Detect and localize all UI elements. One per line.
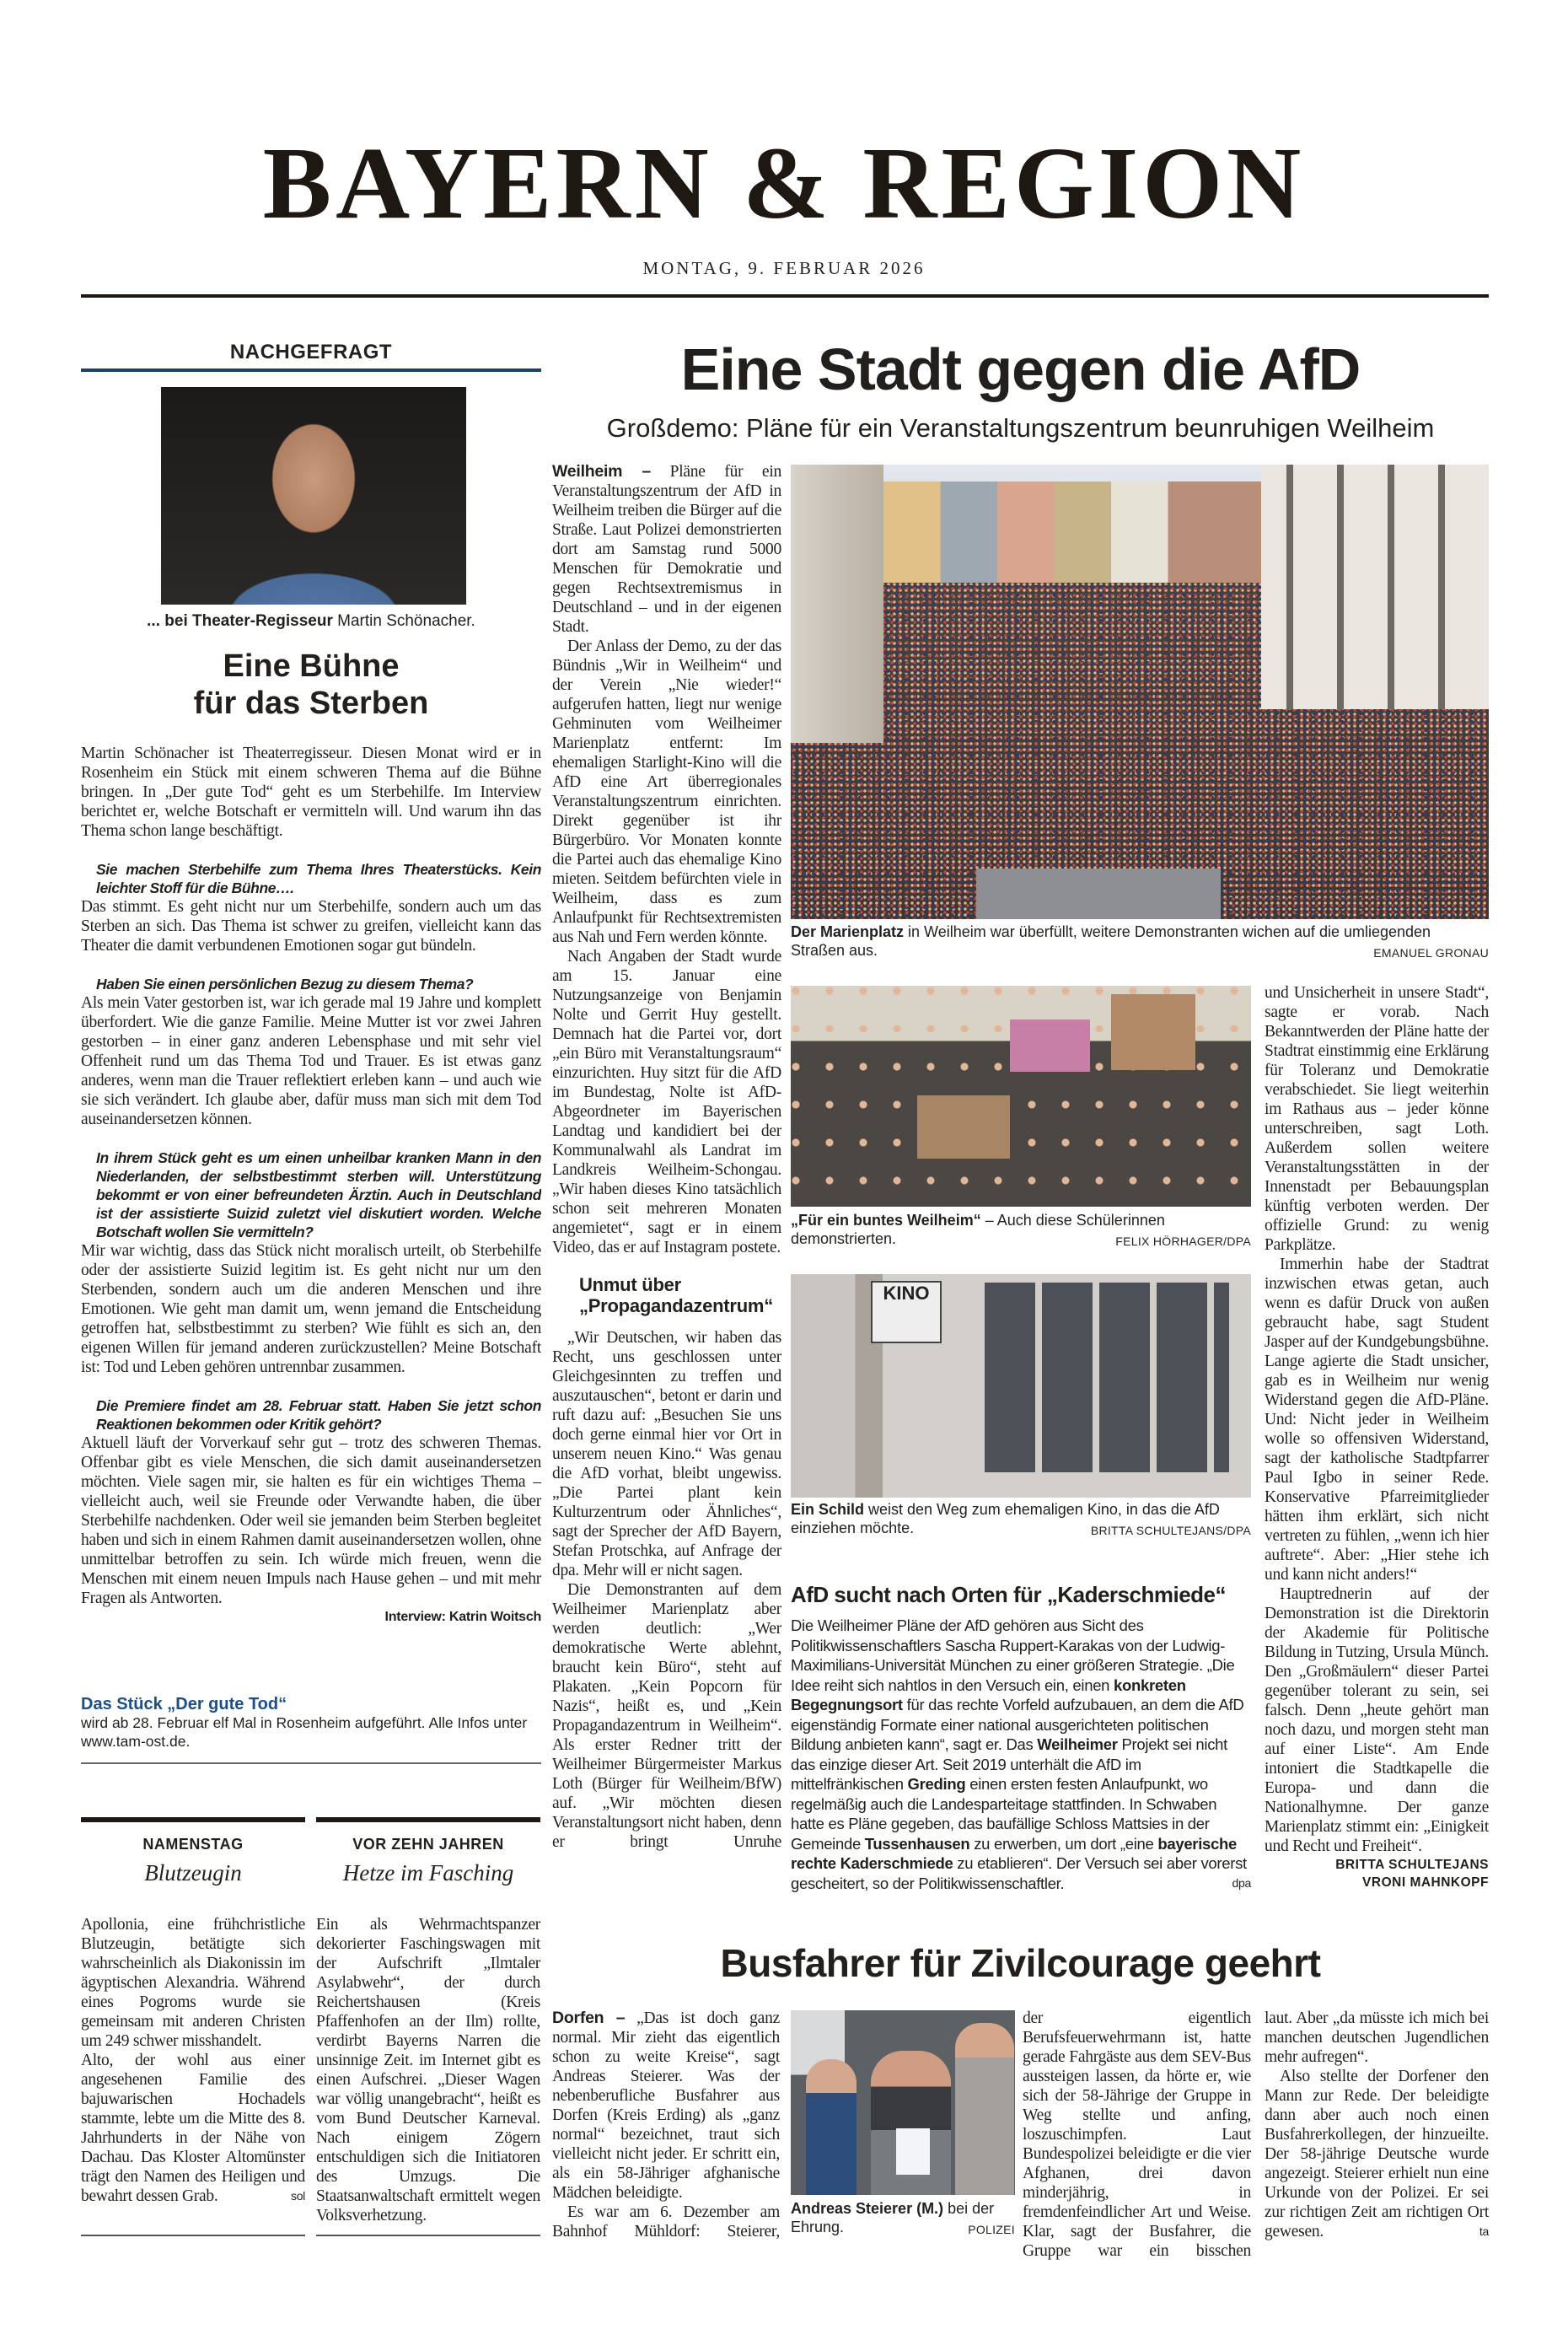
- factbox-text: [791, 1616, 1251, 1893]
- photo-credit: FELIX HÖRHAGER/DPA: [1115, 1235, 1251, 1248]
- caption-text: Martin Schönacher.: [332, 612, 475, 630]
- article-paragraph: [552, 462, 781, 637]
- text-segment-bold: Tussenhausen: [864, 1834, 970, 1853]
- article-paragraph: Der Anlass der Demo, zu der das Bündnis „Wir in Weilheim“ und der Verein „Nie wieder!“ aufgerufen hatten, liegt nur wenige Gehminuten vom Weilheimer Marienplatz entfernt: Im ehemaligen Starlight-Kino will die AfD eine Art überregionales Veranstaltungszentrum einrichten. Direkt gegenüber ist ihr Bürgerbüro. Vor Monaten konnte die Partei auch das ehemalige Kino mieten. Seitdem befürchten viele in Weilheim, dass es zum Anlaufpunkt für Rechtsextremisten aus Nah und Fern werden könnte.: [552, 637, 781, 946]
- article-paragraph: [1265, 2067, 1489, 2241]
- text-segment-bold: konkreten Begegnungsort: [791, 1676, 1186, 1713]
- text-segment-bold: Greding: [907, 1775, 966, 1793]
- interview-body: [81, 744, 541, 1688]
- box-paragraph-text: Alto, der wohl aus einer angesehenen Familie des bajuwarischen Hochadels stammte, lebte um die Mitte des 8. Jahrhunderts in der Nähe von Dachau. Das Kloster Altomünster trägt den Namen des Heiligen und bewahrt dessen Grab.: [81, 2052, 305, 2205]
- caption-text: bei der Ehrung.: [791, 2200, 995, 2235]
- caption-bold: Ein Schild: [791, 1501, 865, 1518]
- bus-column-2: [1023, 2009, 1251, 2261]
- page-title: BAYERN & REGION: [262, 126, 1306, 240]
- protest-sign: [917, 1095, 1010, 1159]
- section-kicker: NACHGEFRAGT: [229, 341, 393, 363]
- box-divider: [81, 2235, 305, 2236]
- paragraph-text: Pläne für ein Veranstaltungszentrum der AfD in Weilheim treiben die Bürger auf die Straße. Laut Polizei demonstrierten dort am Samstag rund 5000 Menschen für Demokratie und gegen Rechtsextremismus in Deutschland – und in der eigenen Stadt.: [552, 463, 781, 636]
- vor-zehn-jahren-box: [316, 1817, 540, 2225]
- box-title: Hetze im Fasching: [342, 1860, 514, 1885]
- factbox-title: AfD sucht nach Orten für „Kaderschmiede“: [791, 1582, 1226, 1607]
- demo-crowd-photo: [791, 465, 1489, 919]
- box-text: [81, 1915, 305, 2206]
- text-segment-bold: Weilheimer: [1037, 1735, 1118, 1753]
- main-headline: Eine Stadt gegen die AfD: [680, 336, 1361, 402]
- article-column-2: [1265, 983, 1489, 1911]
- info-title: Das Stück „Der gute Tod“: [81, 1695, 287, 1713]
- caption-bold: Der Marienplatz: [791, 923, 905, 940]
- text-segment: einen ersten festen Anlaufpunkt, wo regelmäßig auch die Landesparteitage stattfinden. In Schwaben hatte es Pläne gegeben, das baufällige Schloss Mattsies in der Gemeinde: [791, 1775, 1217, 1853]
- caption-bold: ... bei Theater-Regisseur: [147, 612, 333, 630]
- issue-date: MONTAG, 9. FEBRUAR 2026: [642, 258, 926, 278]
- photo-caption: [791, 1211, 1251, 1251]
- award-photo: [791, 2010, 1015, 2195]
- box-bar: [81, 1817, 305, 1822]
- kino-sign: KINO: [871, 1281, 942, 1343]
- main-subheadline: Großdemo: Pläne für ein Veranstaltungszentrum beunruhigen Weilheim: [606, 413, 1435, 443]
- box-author: sol: [291, 2189, 305, 2203]
- photo-caption: [791, 2199, 1015, 2239]
- photo-building-left: [791, 465, 883, 743]
- paragraph-text: „Das ist doch ganz normal. Mir zieht das eigentlich schon zu weite Kreise“, sagt Andreas Steierer. Was der nebenberufliche Busfahrer aus Dorfen (Kreis Erding) als „ganz normal“ bezeichnet, traut sich vielleicht nicht jeder. Er schritt ein, als ein 58-Jähriger afghanische Mädchen beleidigte.: [552, 2009, 780, 2202]
- info-text: wird ab 28. Februar elf Mal in Rosenheim aufgeführt. Alle Infos unter www.tam-ost.de.: [81, 1714, 528, 1750]
- photo-credit: POLIZEI: [968, 2223, 1015, 2236]
- bus-headline: Busfahrer für Zivilcourage geehrt: [720, 1941, 1321, 1985]
- headline-line: für das Sterben: [193, 686, 429, 721]
- bus-column-1: [552, 2009, 780, 2241]
- caption-bold: Andreas Steierer (M.): [791, 2200, 944, 2217]
- interview-answer: Als mein Vater gestorben ist, war ich gerade mal 19 Jahre und komplett überfordert. Wie die ganze Familie. Meine Mutter ist vor zwei Jahren gestorben – in einer ganz anderen Lebensphase und mit sehr viel Offenheit rund um das Thema Tod und Trauer. Es ist etwas ganz anderes, wenn man die Trauer reflektiert erleben kann – und auch wie sie sich verändert. Ich glaube aber, dafür muss man sich mit dem Tod auseinandersetzen können.: [81, 994, 541, 1128]
- bus-column-3: [1265, 2009, 1489, 2241]
- interview-question: Die Premiere findet am 28. Februar statt. Haben Sie jetzt schon Reaktionen bekommen oder Kritik gehört?: [96, 1397, 541, 1433]
- interview-question: Sie machen Sterbehilfe zum Thema Ihres Theaterstücks. Kein leichter Stoff für die Bühne….: [96, 861, 541, 896]
- dateline: Weilheim –: [552, 462, 652, 481]
- article-column-1: [552, 462, 781, 1912]
- article-paragraph: Es war am 6. Dezember am Bahnhof Mühldorf: Steierer,: [552, 2203, 780, 2240]
- text-segment: für das rechte Vorfeld aufzubauen, an dem die AfD eigenständig Formate einer national ausgerichteten politischen Bildung anbieten kann“, sagt er. Das: [791, 1696, 1244, 1753]
- info-box: [81, 1695, 541, 1751]
- protest-sign: [1010, 1019, 1090, 1072]
- interview-headline: [81, 648, 541, 722]
- interview-answer: Das stimmt. Es geht nicht nur um Sterbehilfe, sondern auch um das Sterben an sich. Das Thema ist schwer zu greifen, vielleicht kann das Theater die damit verbundenen Emotionen sogar gut bündeln.: [81, 898, 541, 955]
- text-segment-bold: bayerische rechte Kaderschmiede: [791, 1834, 1238, 1872]
- caption-text: in Weilheim war überfüllt, weitere Demonstranten wichen auf die umliegenden Straßen aus.: [791, 923, 1431, 959]
- article-paragraph: laut. Aber „da müsste ich mich bei manchen deutschen Jugendlichen mehr aufregen“.: [1265, 2009, 1489, 2066]
- box-label: NAMENSTAG: [142, 1836, 244, 1853]
- kicker-divider: [81, 368, 541, 372]
- portrait-caption: [81, 612, 541, 631]
- interview-answer: Mir war wichtig, dass das Stück nicht moralisch urteilt, ob Sterbehilfe oder der assistierte Suizid legitim ist. Es geht nicht nur um den Sterbenden, sondern auch um die anderen Menschen und ihre Emotionen. Wie geht man damit um, wenn jemand die Entscheidung getroffen hat, selbstbestimmt zu sterben? Wie fühlt es sich an, den eigenen Willen für jemand anderen zurückzustellen? Meine Botschaft ist: Tod und Leben gehören untrennbar zusammen.: [81, 1242, 541, 1376]
- text-segment: Projekt sei nicht das einzige dieser Art. Seit 2019 unterhält die AfD im mittelfränkischen: [791, 1735, 1227, 1793]
- photo-building-right: [1261, 465, 1489, 709]
- article-paragraph: der eigentlich Berufsfeuerwehrmann ist, hatte gerade Fahrgäste aus dem SEV-Bus aussteigen lassen, da hörte er, wie sich der 58-Jährige der Gruppe in Weg stellte und anfing, loszuschimpfen. Laut Bundespolizei beleidigte er die vier Afghanen, drei davon minderjährig, in fremdenfeindlicher Art und Weise. Klar, sagt der Busfahrer, die Gruppe war ein bisschen: [1023, 2009, 1251, 2260]
- box-paragraph: Apollonia, eine frühchristliche Blutzeugin, betätigte sich wahrscheinlich als Diakonissin im ägyptischen Alexandria. Während eines Pogroms wurde sie gemeinsam mit anderen Christen um 249 schwer misshandelt.: [81, 1916, 305, 2050]
- caption-text: – Auch diese Schülerinnen demonstrierten.: [791, 1212, 1165, 1247]
- author-byline: BRITTA SCHULTEJANS: [1335, 1858, 1489, 1872]
- article-paragraph: Die Demonstranten auf dem Weilheimer Marienplatz aber werden deutlich: „Wer demokratische Werte ablehnt, braucht kein Büro“, steht auf Plakaten. „Kein Popcorn für Nazis“, heißt es, und „Kein Propagandazentrum in Weilheim“. Als erster Redner tritt der Weilheimer Bürgermeister Markus Loth (Bürger für Weilheim/BfW) auf. „Wir möchten diesen Veranstaltungsort nicht haben, denn er bringt Unruhe: [552, 1581, 781, 1851]
- caption-bold: „Für ein buntes Weilheim“: [791, 1212, 981, 1229]
- box-paragraph: [81, 2051, 305, 2206]
- person-right: [955, 2023, 1014, 2195]
- interview-answer: Aktuell läuft der Vorverkauf sehr gut – trotz des schweren Themas. Offenbar gibt es viele Menschen, die sich damit auseinandersetzen möchten. Viele sagen mir, sie halten es für ein wichtiges Thema – vielleicht auch, weil sie Freunde oder Verwandte haben, die über Sterbehilfe nachdenken. Oder weil sie jemanden beim Sterben begleitet haben und sich in einem Rahmen damit auseinandersetzen wollen, ohne unmittelbar betroffen zu sein. Ich würde mich freuen, wenn die Menschen mit einem neuen Impuls nach Hause gehen – und mit mehr Fragen als Antworten.: [81, 1434, 541, 1607]
- kino-windows: [985, 1283, 1229, 1472]
- article-author: ta: [1479, 2224, 1489, 2238]
- box-title: Blutzeugin: [144, 1860, 242, 1885]
- photo-credit: EMANUEL GRONAU: [1373, 946, 1489, 960]
- certificate: [896, 2128, 930, 2175]
- photo-caption: [791, 1500, 1251, 1540]
- article-paragraph: und Unsicherheit in unsere Stadt“, sagte er vorab. Nach Bekanntwerden der Pläne hatte der Stadtrat einstimmig eine Erklärung für Toleranz und Demokratie verabschiedet. Sie liegt weiterhin im Rathaus aus – jeder könne unterschreiben, sagt Loth. Außerdem sollen weitere Veranstaltungsstätten in der Innenstadt per Bebauungsplan künftig verboten werden. Der offizielle Grund: zu wenig Parkplätze.: [1265, 984, 1489, 1254]
- interview-question: In ihrem Stück geht es um einen unheilbar kranken Mann in den Niederlanden, der selbstbestimmt sterben will. Unterstützung bekommt er von einer befreundeten Ärztin. Auch in Deutschland ist der assistierte Suizid zuletzt viel diskutiert worden. Welche Botschaft wollen Sie vermitteln?: [96, 1149, 541, 1240]
- text-segment: Die Weilheimer Pläne der AfD gehören aus Sicht des Politikwissenschaftlers Sascha Ruppert-Karakas von der Ludwig-Maximilians-Universität München zu einer größeren Strategie. „Die Idee reiht sich nahtlos in den Versuch ein, einen: [791, 1616, 1235, 1694]
- interview-author: Interview: Katrin Woitsch: [384, 1610, 541, 1624]
- person-left: [806, 2059, 856, 2195]
- photo-stage: [976, 869, 1221, 919]
- masthead-divider: [81, 294, 1489, 298]
- text-segment: zu erwerben, um dort „eine: [969, 1834, 1158, 1853]
- namenstag-box: [81, 1817, 305, 2206]
- article-subheading: [552, 1274, 781, 1316]
- kino-photo: [791, 1274, 1251, 1498]
- box-bar: [316, 1817, 540, 1822]
- text-segment: zu etablieren“. Der Versuch sei aber vorerst gescheitert, so der Politikwissenschaftler.: [791, 1854, 1247, 1892]
- interview-intro: Martin Schönacher ist Theaterregisseur. Diesen Monat wird er in Rosenheim ein Stück mit einem schweren Thema auf die Bühne bringen. In „Der gute Tod“ geht es um Sterbehilfe. Im Interview berichtet er, welche Botschaft er vermitteln will. Und warum ihn das Thema schon lange beschäftigt.: [81, 745, 541, 840]
- photo-caption: [791, 923, 1489, 962]
- protest-sign: [1111, 994, 1195, 1070]
- info-divider: [81, 1762, 541, 1764]
- subheading-line: „Propagandazentrum“: [579, 1295, 773, 1316]
- paragraph-text: Also stellte der Dorfener den Mann zur Rede. Der beleidigte dann aber auch noch einen Busfahrerkollegen, der hinzueilte. Der 58-jährige Deutsche wurde angezeigt. Steierer erhielt nun eine Urkunde von der Polizei. Er sei zur richtigen Zeit am richtigen Ort gewesen.: [1265, 2068, 1489, 2240]
- photo-credit: BRITTA SCHULTEJANS/DPA: [1090, 1524, 1251, 1537]
- headline-line: Eine Bühne: [223, 648, 400, 684]
- portrait-photo: [161, 387, 466, 605]
- dateline: Dorfen –: [552, 2009, 626, 2027]
- students-photo: [791, 986, 1251, 1207]
- article-paragraph: Immerhin habe der Stadtrat inzwischen etwas getan, auch wenn es dafür Druck von außen gebraucht habe, sagt Student Jasper auf der Kundgebungsbühne. Lange agierte die Stadt unsicher, gab es in Weilheim nur wenig Widerstand gegen die AfD-Pläne. Und: Nicht jeder in Weilheim wolle so offensiven Widerstand, sagt der katholische Stadtpfarrer Paul Igbo in seiner Rede. Konservative Pfarreimitglieder hätten ihm erklärt, sich nicht vertreten zu fühlen, „wenn ich hier auftrete“. Aber: „Hier stehe ich und kann nicht anders!“: [1265, 1256, 1489, 1584]
- interview-question: Haben Sie einen persönlichen Bezug zu diesem Thema?: [96, 976, 474, 992]
- author-byline: VRONI MAHNKOPF: [1362, 1875, 1489, 1890]
- article-paragraph: Hauptrednerin auf der Demonstration ist die Direktorin der Akademie für Politische Bildung in Tutzing, Ursula Münch. Den „Großmäulern“ dieser Partei gegenüber tolerant zu sein, sei falsch. Denn „heute gehört man noch dazu, und morgen steht man auf einer Liste“. Am Ende intoniert die Stadtkapelle die Europa- und dann die Nationalhymne. Der ganze Marienplatz stimmt ein: „Einigkeit und Recht und Freiheit“.: [1265, 1585, 1489, 1855]
- article-paragraph: Nach Angaben der Stadt wurde am 15. Januar eine Nutzungsanzeige von Benjamin Nolte und Gerrit Huy gestellt. Demnach hat die Partei vor, dort „ein Büro mit Veranstaltungsraum“ einzurichten. Huy sitzt für die AfD im Bundestag, Nolte ist AfD-Abgeordneter im Bayerischen Landtag und kandidiert bei der Kommunalwahl als Landrat im Landkreis Weilheim-Schongau. „Wir haben dieses Kino tatsächlich schon seit mehreren Monaten angemietet“, sagt er in einem Video, das er auf Instagram postete.: [552, 948, 781, 1256]
- photo-buildings: [883, 481, 1263, 583]
- factbox-author: dpa: [1232, 1875, 1251, 1890]
- box-divider: [316, 2235, 540, 2236]
- box-label: VOR ZEHN JAHREN: [352, 1836, 504, 1853]
- subheading-line: Unmut über: [579, 1274, 681, 1295]
- box-text: Ein als Wehrmachtspanzer dekorierter Faschingswagen mit der Aufschrift „Ilmtaler Asylabwehr“, der durch Reichertshausen (Kreis Pfaffenhofen an der Ilm) rollte, verdirbt Bayerns Narren die unsinnige Zeit. im Internet gibt es einen Aufschrei. „Dieser Wagen war völlig unangebracht“, heißt es vom Bund Deutscher Karneval. Nach einigem Zögern entschuldigen sich die Initiatoren des Umzugs. Die Staatsanwaltschaft ermittelt wegen Volksverhetzung.: [316, 1916, 540, 2224]
- article-paragraph: [552, 2009, 780, 2203]
- article-paragraph: „Wir Deutschen, wir haben das Recht, uns geschlossen unter Gleichgesinnten zu treffen und auszutauschen“, betont er darin und ruft dazu auf: „Besuchen Sie uns doch gerne einmal hier vor Ort in unserem neuen Kino.“ Was genau die AfD vorhat, bleibt ungewiss. „Die Partei plant kein Kulturzentrum oder Ähnliches“, sagt der Sprecher der AfD Bayern, Stefan Protschka, auf Anfrage der dpa. Mehr will er nicht sagen.: [552, 1329, 781, 1579]
- factbox: [791, 1580, 1251, 1893]
- caption-text: weist den Weg zum ehemaligen Kino, in das die AfD einziehen möchte.: [791, 1501, 1220, 1536]
